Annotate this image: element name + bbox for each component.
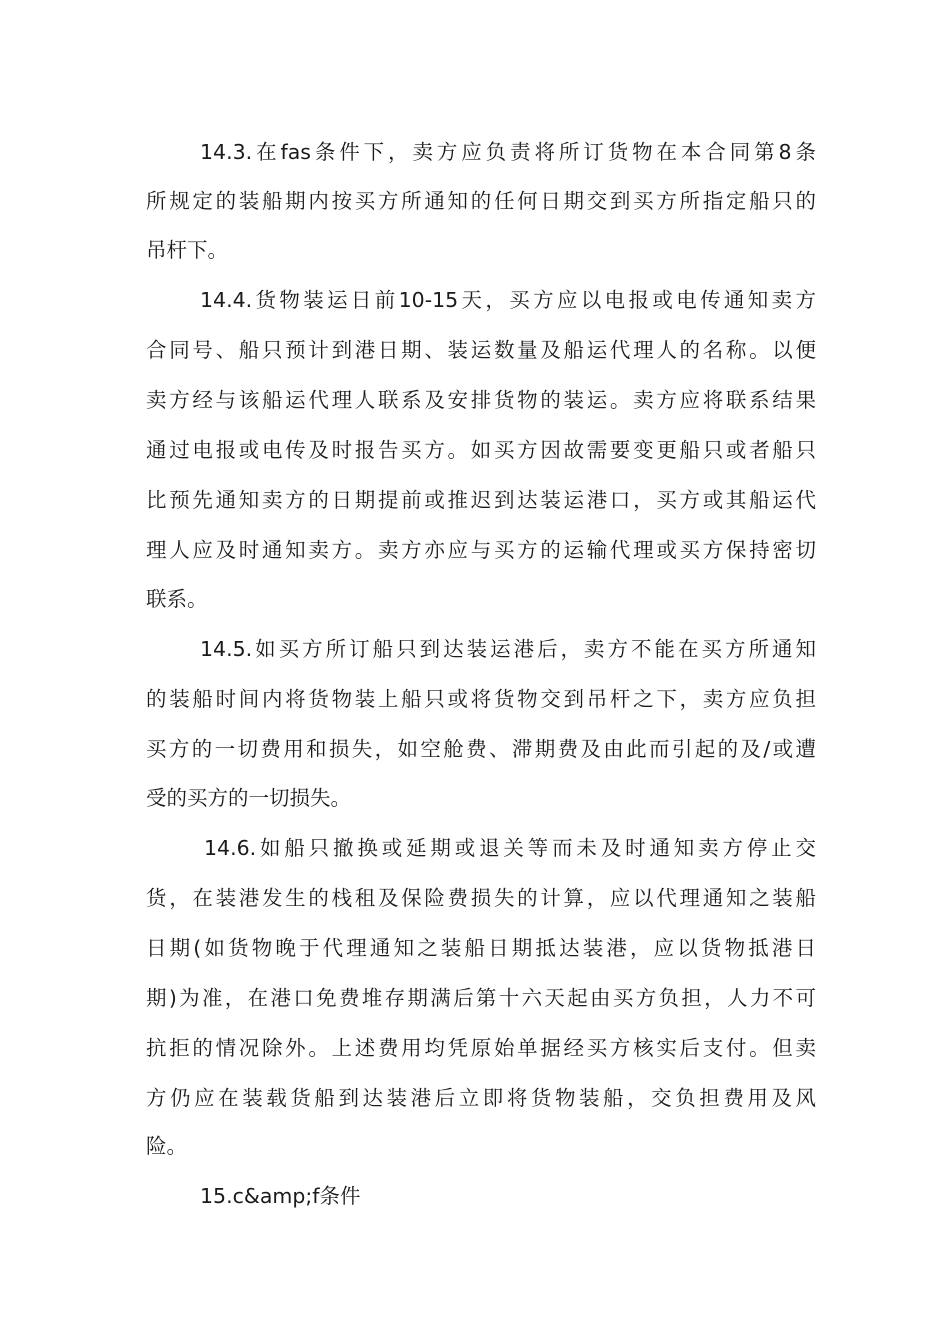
text-line: 吊杆下。 xyxy=(146,238,228,262)
text-line: 的装船时间内将货物装上船只或将货物交到吊杆之下，卖方应负担 xyxy=(146,687,816,711)
section-heading: 15.c&amp;f条件 xyxy=(200,1184,361,1208)
text-line: 期)为准，在港口免费堆存期满后第十六天起由买方负担，人力不可 xyxy=(146,986,816,1010)
text-line: 买方的一切费用和损失，如空舱费、滞期费及由此而引起的及/或遭 xyxy=(146,737,816,761)
text-line: 所规定的装船期内按买方所通知的任何日期交到买方所指定船只的 xyxy=(146,189,816,213)
text-line: 卖方经与该船运代理人联系及安排货物的装运。卖方应将联系结果 xyxy=(146,388,816,412)
text-line: 受的买方的一切损失。 xyxy=(146,786,351,810)
text-line: 14.3.在fas条件下，卖方应负责将所订货物在本合同第8条 xyxy=(200,140,816,164)
text-line: 14.6.如船只撤换或延期或退关等而未及时通知卖方停止交 xyxy=(204,836,816,860)
text-line: 日期(如货物晚于代理通知之装船日期抵达装港，应以货物抵港日 xyxy=(146,936,816,960)
text-line: 通过电报或电传及时报告买方。如买方因故需要变更船只或者船只 xyxy=(146,438,816,462)
text-line: 比预先通知卖方的日期提前或推迟到达装运港口，买方或其船运代 xyxy=(146,488,816,512)
text-line: 14.4.货物装运日前10-15天，买方应以电报或电传通知卖方 xyxy=(200,288,816,312)
text-line: 货，在装港发生的栈租及保险费损失的计算，应以代理通知之装船 xyxy=(146,886,816,910)
text-line: 联系。 xyxy=(146,587,208,611)
text-line: 抗拒的情况除外。上述费用均凭原始单据经买方核实后支付。但卖 xyxy=(146,1036,816,1060)
text-line: 理人应及时通知卖方。卖方亦应与买方的运输代理或买方保持密切 xyxy=(146,538,816,562)
text-line: 方仍应在装载货船到达装港后立即将货物装船，交负担费用及风 xyxy=(146,1086,816,1110)
text-line: 14.5.如买方所订船只到达装运港后，卖方不能在买方所通知 xyxy=(200,637,816,661)
text-line: 合同号、船只预计到港日期、装运数量及船运代理人的名称。以便 xyxy=(146,338,816,362)
text-line: 险。 xyxy=(146,1134,187,1158)
